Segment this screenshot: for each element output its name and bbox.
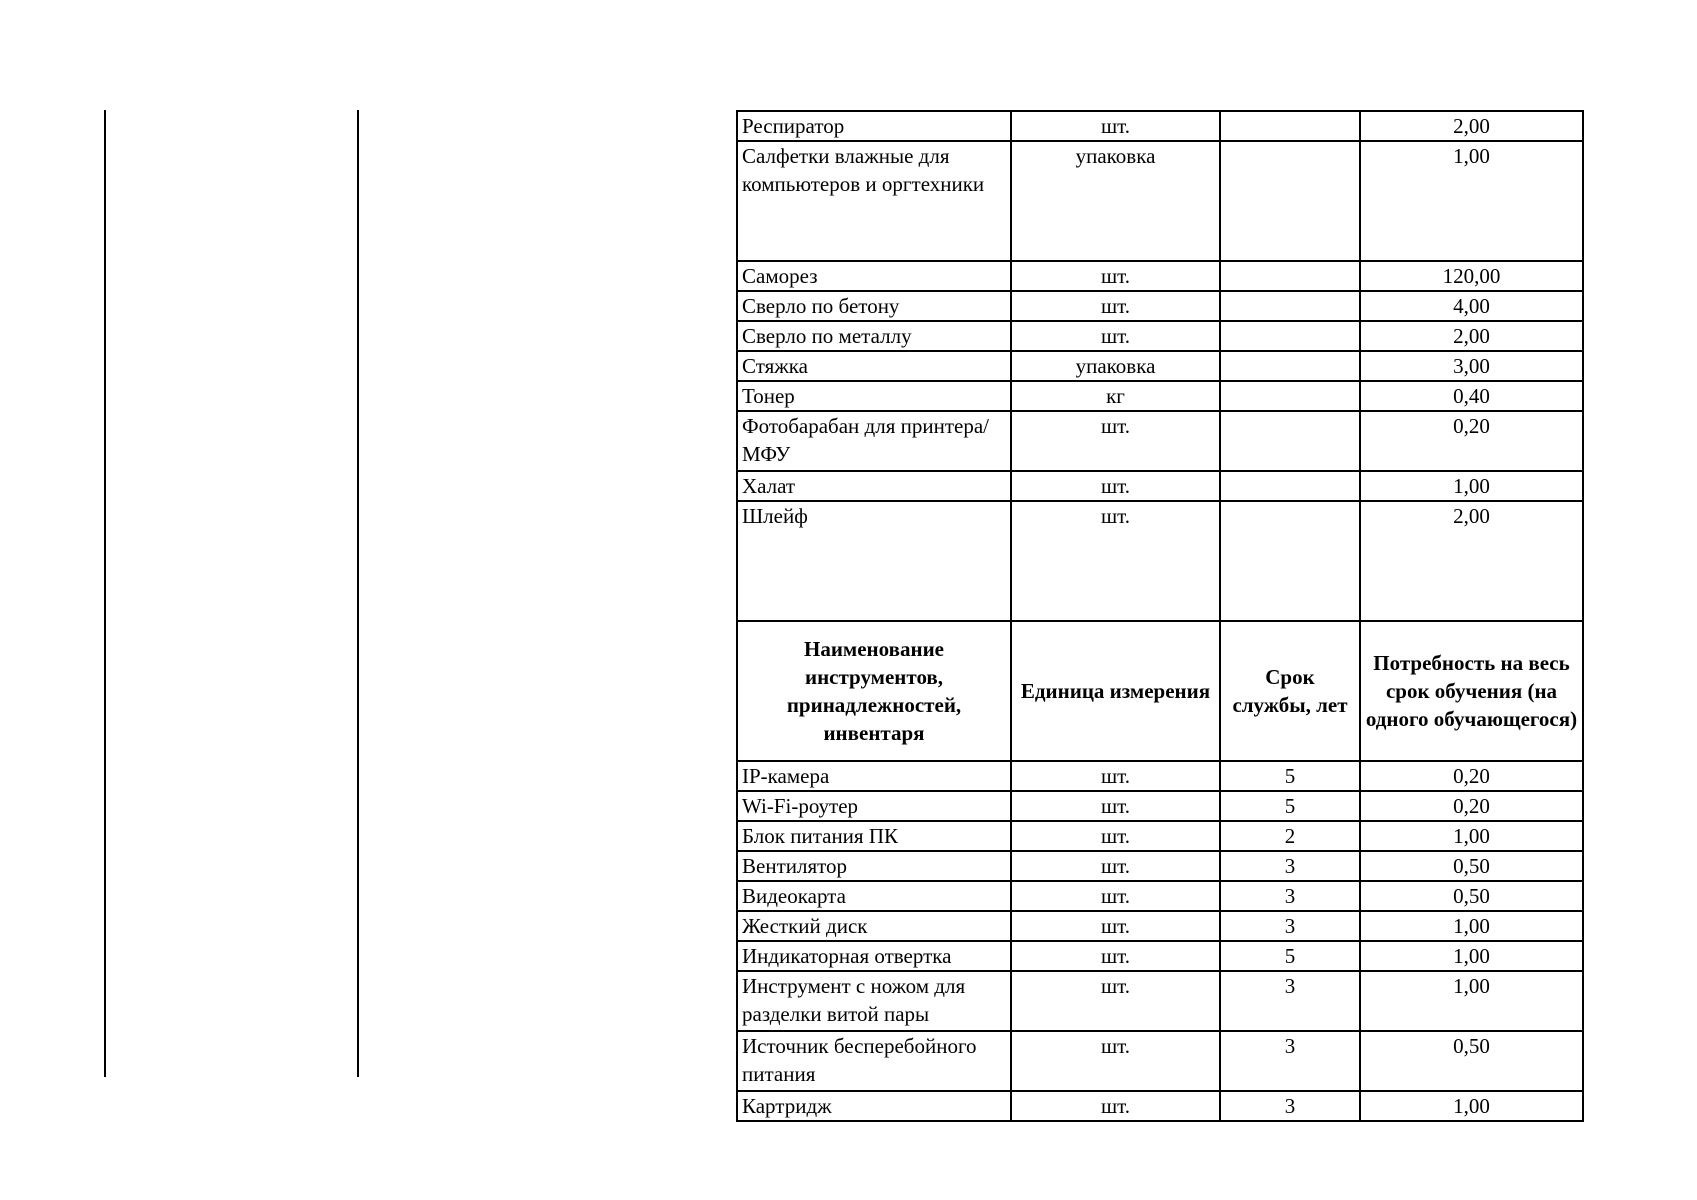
table-row	[737, 111, 1583, 141]
cell-name: Жесткий диск	[737, 911, 1011, 941]
cell-name: Блок питания ПК	[737, 821, 1011, 851]
table-row	[737, 761, 1583, 791]
table-row	[737, 1091, 1583, 1121]
cell-need: 1,00	[1360, 911, 1583, 941]
cell-life: 5	[1220, 941, 1360, 971]
cell-need: 120,00	[1360, 261, 1583, 291]
cell-unit: шт.	[1011, 851, 1220, 881]
cell-life: 3	[1220, 911, 1360, 941]
table-row	[737, 141, 1583, 261]
table-row	[737, 1031, 1583, 1091]
cell-life	[1220, 501, 1360, 621]
cell-unit: упаковка	[1011, 141, 1220, 261]
table-row	[737, 911, 1583, 941]
cell-life: 3	[1220, 1091, 1360, 1121]
cell-unit: шт.	[1011, 1031, 1220, 1091]
cell-need: 0,40	[1360, 381, 1583, 411]
cell-need: 0,50	[1360, 881, 1583, 911]
table-row	[737, 261, 1583, 291]
cell-need: 0,20	[1360, 791, 1583, 821]
table-row	[737, 501, 1583, 621]
header-life: Срок службы, лет	[1220, 621, 1360, 761]
table-row	[737, 291, 1583, 321]
cell-need: 1,00	[1360, 471, 1583, 501]
cell-life	[1220, 471, 1360, 501]
left-border-line	[104, 110, 106, 1077]
cell-unit: шт.	[1011, 321, 1220, 351]
cell-name: Индикаторная отвертка	[737, 941, 1011, 971]
cell-name: IP-камера	[737, 761, 1011, 791]
cell-need: 1,00	[1360, 971, 1583, 1031]
tools-header-section	[737, 621, 1583, 761]
cell-unit: шт.	[1011, 1091, 1220, 1121]
cell-name: Сверло по бетону	[737, 291, 1011, 321]
tools-header-row	[737, 621, 1583, 761]
cell-need: 1,00	[1360, 141, 1583, 261]
cell-life: 5	[1220, 791, 1360, 821]
cell-name: Вентилятор	[737, 851, 1011, 881]
cell-unit: шт.	[1011, 111, 1220, 141]
table-row	[737, 941, 1583, 971]
cell-need: 1,00	[1360, 821, 1583, 851]
cell-life: 5	[1220, 761, 1360, 791]
header-name: Наименование инструментов, принадлежностей, инвентаря	[737, 621, 1011, 761]
cell-need: 2,00	[1360, 501, 1583, 621]
cell-life	[1220, 111, 1360, 141]
materials-section	[737, 111, 1583, 621]
table-row	[737, 881, 1583, 911]
cell-name: Фотобарабан для принтера/МФУ	[737, 411, 1011, 471]
cell-unit: шт.	[1011, 911, 1220, 941]
cell-unit: шт.	[1011, 761, 1220, 791]
cell-unit: шт.	[1011, 261, 1220, 291]
cell-need: 1,00	[1360, 941, 1583, 971]
cell-name: Инструмент с ножом для разделки витой пары	[737, 971, 1011, 1031]
cell-life: 3	[1220, 971, 1360, 1031]
cell-need: 3,00	[1360, 351, 1583, 381]
header-unit: Единица измерения	[1011, 621, 1220, 761]
cell-name: Халат	[737, 471, 1011, 501]
cell-unit: шт.	[1011, 971, 1220, 1031]
cell-life	[1220, 351, 1360, 381]
cell-name: Шлейф	[737, 501, 1011, 621]
cell-unit: шт.	[1011, 821, 1220, 851]
cell-need: 2,00	[1360, 321, 1583, 351]
cell-life	[1220, 411, 1360, 471]
header-need: Потребность на весь срок обучения (на одного обучающегося)	[1360, 621, 1583, 761]
cell-life: 3	[1220, 851, 1360, 881]
cell-need: 0,20	[1360, 761, 1583, 791]
cell-name: Саморез	[737, 261, 1011, 291]
cell-name: Источник бесперебойного питания	[737, 1031, 1011, 1091]
cell-name: Тонер	[737, 381, 1011, 411]
cell-need: 2,00	[1360, 111, 1583, 141]
table-row	[737, 351, 1583, 381]
table-row	[737, 411, 1583, 471]
cell-life	[1220, 261, 1360, 291]
cell-unit: шт.	[1011, 291, 1220, 321]
table-row	[737, 791, 1583, 821]
cell-unit: шт.	[1011, 411, 1220, 471]
table-row	[737, 321, 1583, 351]
cell-life: 2	[1220, 821, 1360, 851]
cell-life	[1220, 321, 1360, 351]
cell-unit: шт.	[1011, 791, 1220, 821]
cell-name: Салфетки влажные для компьютеров и оргтехники	[737, 141, 1011, 261]
cell-unit: шт.	[1011, 501, 1220, 621]
cell-life	[1220, 291, 1360, 321]
cell-life	[1220, 141, 1360, 261]
cell-unit: шт.	[1011, 881, 1220, 911]
cell-need: 0,50	[1360, 1031, 1583, 1091]
cell-name: Wi-Fi-роутер	[737, 791, 1011, 821]
cell-need: 1,00	[1360, 1091, 1583, 1121]
cell-unit: упаковка	[1011, 351, 1220, 381]
cell-name: Респиратор	[737, 111, 1011, 141]
cell-need: 0,50	[1360, 851, 1583, 881]
left-inner-border-line	[357, 110, 359, 1077]
equipment-table	[736, 110, 1584, 1122]
cell-need: 0,20	[1360, 411, 1583, 471]
cell-life	[1220, 381, 1360, 411]
cell-name: Видеокарта	[737, 881, 1011, 911]
cell-unit: кг	[1011, 381, 1220, 411]
tools-section	[737, 761, 1583, 1121]
table-row	[737, 821, 1583, 851]
cell-name: Картридж	[737, 1091, 1011, 1121]
table-row	[737, 381, 1583, 411]
cell-life: 3	[1220, 1031, 1360, 1091]
cell-unit: шт.	[1011, 941, 1220, 971]
cell-name: Сверло по металлу	[737, 321, 1011, 351]
cell-life: 3	[1220, 881, 1360, 911]
table-row	[737, 471, 1583, 501]
table-row	[737, 971, 1583, 1031]
cell-need: 4,00	[1360, 291, 1583, 321]
cell-name: Стяжка	[737, 351, 1011, 381]
table-row	[737, 851, 1583, 881]
cell-unit: шт.	[1011, 471, 1220, 501]
